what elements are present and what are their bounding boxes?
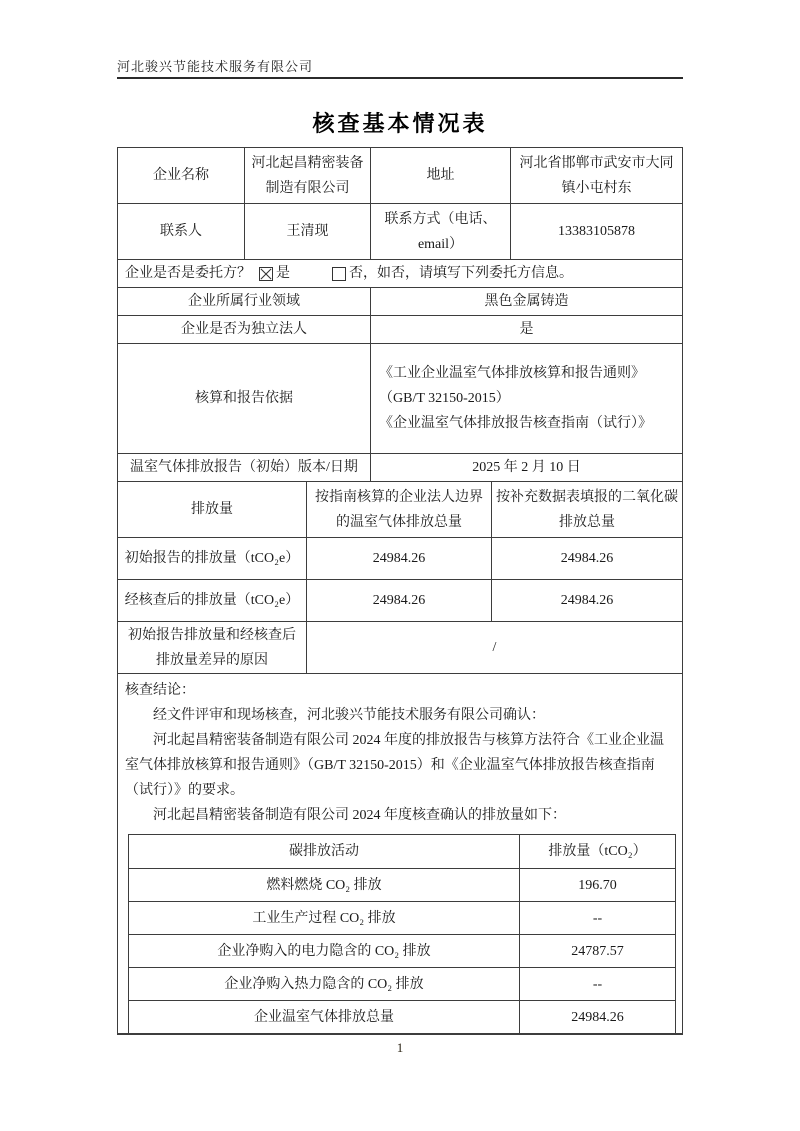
activity-column-header: 碳排放活动 xyxy=(289,844,359,859)
basis-item: 《工业企业温室气体排放核算和报告通则》（GB/T 32150-2015） xyxy=(379,366,645,406)
amount-cell: -- xyxy=(519,902,675,934)
activity-cell: 企业净购入热力隐含的 CO₂ 排放 xyxy=(224,976,424,992)
verified-emissions-value-1: 24984.26 xyxy=(306,580,491,621)
initial-emissions-value-2: 24984.26 xyxy=(491,538,682,579)
conclusion-cell xyxy=(118,674,682,1033)
table-header-row xyxy=(129,835,675,868)
table-row xyxy=(129,934,675,967)
page-title: 核查基本情况表 xyxy=(312,111,488,136)
industry-value: 黑色金属铸造 xyxy=(370,288,682,315)
table-row xyxy=(129,868,675,901)
table-row xyxy=(118,453,682,481)
table-row xyxy=(118,287,682,315)
difference-reason-label: 初始报告排放量和经核查后排放量差异的原因 xyxy=(128,627,296,668)
amount-cell: -- xyxy=(519,968,675,1000)
company-name-label: 企业名称 xyxy=(153,168,209,183)
table-row xyxy=(118,621,682,673)
table-row xyxy=(129,1000,675,1033)
amount-cell: 196.70 xyxy=(519,869,675,901)
legal-entity-value: 是 xyxy=(370,316,682,343)
conclusion-title: 核查结论： xyxy=(125,683,195,698)
basis-item: 《企业温室气体排放报告核查指南（试行）》 xyxy=(379,416,652,431)
contact-method-value: 13383105878 xyxy=(510,204,682,259)
address-label: 地址 xyxy=(370,148,510,203)
conclusion-confirm-line: 经文件评审和现场核查，河北骏兴节能技术服务有限公司确认： xyxy=(153,708,545,723)
table-row xyxy=(129,967,675,1000)
table-row xyxy=(118,673,682,1033)
verified-emissions-label: 经核查后的排放量（tCO₂e） xyxy=(124,593,300,608)
emissions-col-guideline: 按指南核算的企业法人边界的温室气体排放总量 xyxy=(306,482,491,537)
emissions-col-supplement: 按补充数据表填报的二氧化碳排放总量 xyxy=(491,482,682,537)
table-row xyxy=(118,315,682,343)
initial-emissions-label: 初始报告的排放量（tCO₂e） xyxy=(124,551,300,566)
table-row xyxy=(118,481,682,537)
table-row xyxy=(118,537,682,579)
company-name-value: 河北起昌精密装备制造有限公司 xyxy=(244,148,370,203)
table-row xyxy=(118,148,682,203)
client-question-text: 企业是否是委托方？ xyxy=(125,266,251,281)
contact-value: 王清现 xyxy=(244,204,370,259)
activity-cell: 企业净购入的电力隐含的 CO₂ 排放 xyxy=(217,943,431,959)
industry-label: 企业所属行业领域 xyxy=(188,294,300,309)
client-yes-label: 是 xyxy=(276,266,290,281)
header-rule xyxy=(117,77,683,79)
address-value: 河北省邯郸市武安市大同镇小屯村东 xyxy=(510,148,682,203)
initial-emissions-value-1: 24984.26 xyxy=(306,538,491,579)
difference-reason-value: / xyxy=(306,622,682,673)
legal-entity-label: 企业是否为独立法人 xyxy=(181,322,307,337)
table-row xyxy=(129,901,675,934)
contact-method-label: 联系方式（电话、email） xyxy=(370,204,510,259)
emissions-col-label: 排放量 xyxy=(191,502,233,517)
report-version-label: 温室气体排放报告（初始）版本/日期 xyxy=(130,460,358,475)
table-row xyxy=(118,203,682,259)
client-no-label: 否，如否，请填写下列委托方信息。 xyxy=(349,266,573,281)
table-row xyxy=(118,579,682,621)
amount-column-header: 排放量（tCO₂） xyxy=(519,835,675,868)
checked-checkbox-icon xyxy=(259,267,273,281)
activity-cell: 燃料燃烧 CO₂ 排放 xyxy=(266,877,382,893)
conclusion-compliance-paragraph: 河北起昌精密装备制造有限公司 2024 年度的排放报告与核算方法符合《工业企业温室气体排放核算和报告通则》（GB/T 32150-2015）和《企业温室气体排放报告核查指南（试行）》的要求。 xyxy=(125,733,664,798)
amount-cell: 24787.57 xyxy=(519,935,675,967)
emission-activities-table xyxy=(128,834,676,1033)
amount-cell: 24984.26 xyxy=(519,1001,675,1033)
basis-value xyxy=(370,344,682,453)
report-version-value: 2025 年 2 月 10 日 xyxy=(370,454,682,481)
page-number: 1 xyxy=(396,1040,404,1055)
verification-basic-info-table xyxy=(117,147,683,1035)
client-question-cell xyxy=(118,260,682,287)
contact-label: 联系人 xyxy=(160,224,202,239)
basis-label: 核算和报告依据 xyxy=(195,391,293,406)
table-row xyxy=(118,259,682,287)
verifier-company-header: 河北骏兴节能技术服务有限公司 xyxy=(117,59,314,74)
activity-cell: 工业生产过程 CO₂ 排放 xyxy=(252,910,396,926)
verified-emissions-value-2: 24984.26 xyxy=(491,580,682,621)
activity-cell: 企业温室气体排放总量 xyxy=(254,1009,394,1025)
conclusion-amounts-line: 河北起昌精密装备制造有限公司 2024 年度核查确认的排放量如下： xyxy=(153,808,566,823)
table-row xyxy=(118,343,682,453)
unchecked-checkbox-icon xyxy=(332,267,346,281)
